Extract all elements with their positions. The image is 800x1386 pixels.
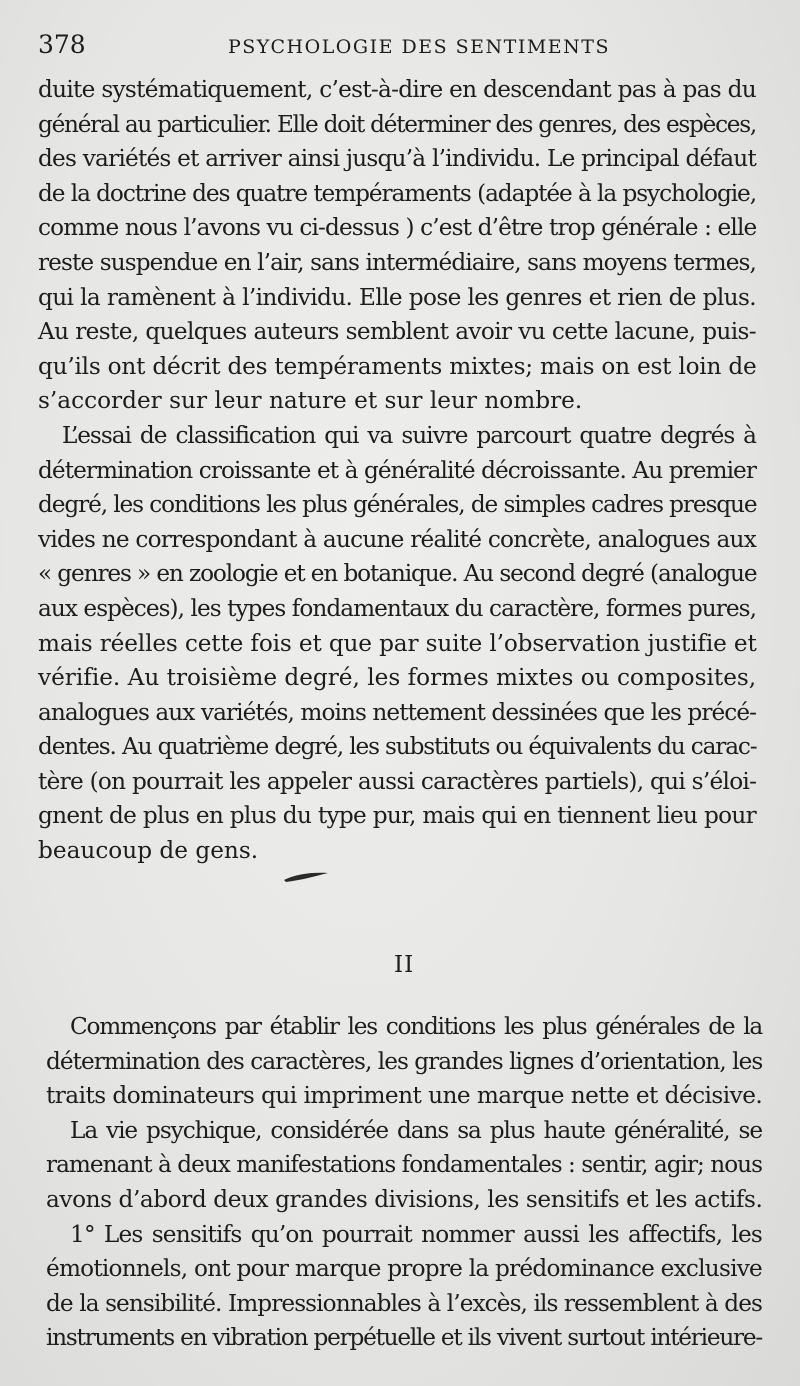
text-line: Commençons par établir les conditions les plus générales de la	[70, 1013, 762, 1040]
text-line: des variétés et arriver ainsi jusqu’à l’individu. Le principal défaut	[38, 145, 756, 173]
running-title: PSYCHOLOGIE DES SENTIMENTS	[228, 36, 610, 58]
text-line: ramenant à deux manifestations fondamentales : sentir, agir; nous	[46, 1151, 762, 1179]
text-line: L’essai de classification qui va suivre parcourt quatre degrés à	[62, 421, 756, 449]
paragraph-2	[38, 419, 756, 869]
text-line: tère (on pourrait les appeler aussi caractères partiels), qui s’éloi-	[38, 767, 757, 795]
text-line: s’accorder sur leur nature et sur leur nombre.	[38, 387, 583, 415]
text-line: mais réelles cette fois et que par suite l’observation justifie et	[38, 629, 757, 657]
paragraph-3	[46, 1010, 762, 1114]
text-block-top	[38, 73, 756, 869]
text-line: qu’ils ont décrit des tempéraments mixtes; mais on est loin de	[38, 352, 757, 380]
text-line: vérifie. Au troisième degré, les formes mixtes ou composites,	[38, 664, 757, 692]
paragraph-1	[38, 73, 756, 419]
text-line: de la sensibilité. Impressionnables à l’excès, ils ressemblent à des	[46, 1289, 763, 1317]
text-line: reste suspendue en l’air, sans intermédiaire, sans moyens termes,	[38, 248, 756, 276]
text-line: émotionnels, ont pour marque propre la prédominance exclusive	[46, 1255, 762, 1283]
text-line: traits dominateurs qui impriment une marque nette et décisive.	[46, 1082, 763, 1110]
text-line: comme nous l’avons vu ci-dessus ) c’est d’être trop générale : elle	[38, 214, 757, 242]
text-line: instruments en vibration perpétuelle et ils vivent surtout intérieure-	[46, 1324, 762, 1352]
text-line: Au reste, quelques auteurs semblent avoir vu cette lacune, puis-	[38, 318, 756, 346]
text-line: vides ne correspondant à aucune réalité concrète, analogues aux	[38, 525, 756, 553]
text-line: La vie psychique, considérée dans sa plus haute généralité, se	[70, 1116, 762, 1144]
text-line: degré, les conditions les plus générales, de simples cadres presque	[38, 491, 757, 519]
text-line: dentes. Au quatrième degré, les substituts ou équivalents du carac-	[38, 733, 757, 761]
text-line: détermination croissante et à généralité décroissante. Au premier	[38, 456, 756, 484]
text-line: de la doctrine des quatre tempéraments (adaptée à la psychologie,	[38, 179, 756, 207]
text-line: « genres » en zoologie et en botanique. Au second degré (analogue	[38, 560, 757, 588]
text-line: général au particulier. Elle doit déterminer des genres, des espèces,	[38, 110, 757, 138]
paragraph-4	[46, 1114, 762, 1218]
page-header	[38, 30, 760, 64]
text-line: détermination des caractères, les grandes lignes d’orientation, les	[46, 1047, 763, 1075]
text-line: avons d’abord deux grandes divisions, les sensitifs et les actifs.	[46, 1185, 763, 1213]
page-number: 378	[38, 30, 86, 59]
text-line: beaucoup de gens.	[38, 837, 259, 865]
text-line: gnent de plus en plus du type pur, mais qui en tiennent lieu pour	[38, 802, 757, 830]
paragraph-5	[46, 1218, 762, 1356]
text-block-bottom	[46, 1010, 762, 1356]
ornament-dash-icon	[282, 868, 332, 886]
section-number: II	[394, 952, 415, 978]
text-line: qui la ramènent à l’individu. Elle pose les genres et rien de plus.	[38, 283, 756, 311]
text-line: aux espèces), les types fondamentaux du caractère, formes pures,	[38, 594, 756, 622]
text-line: duite systématiquement, c’est-à-dire en descendant pas à pas du	[38, 76, 756, 103]
text-line: 1° Les sensitifs qu’on pourrait nommer aussi les affectifs, les	[70, 1220, 762, 1248]
text-line: analogues aux variétés, moins nettement dessinées que les précé-	[38, 698, 756, 726]
